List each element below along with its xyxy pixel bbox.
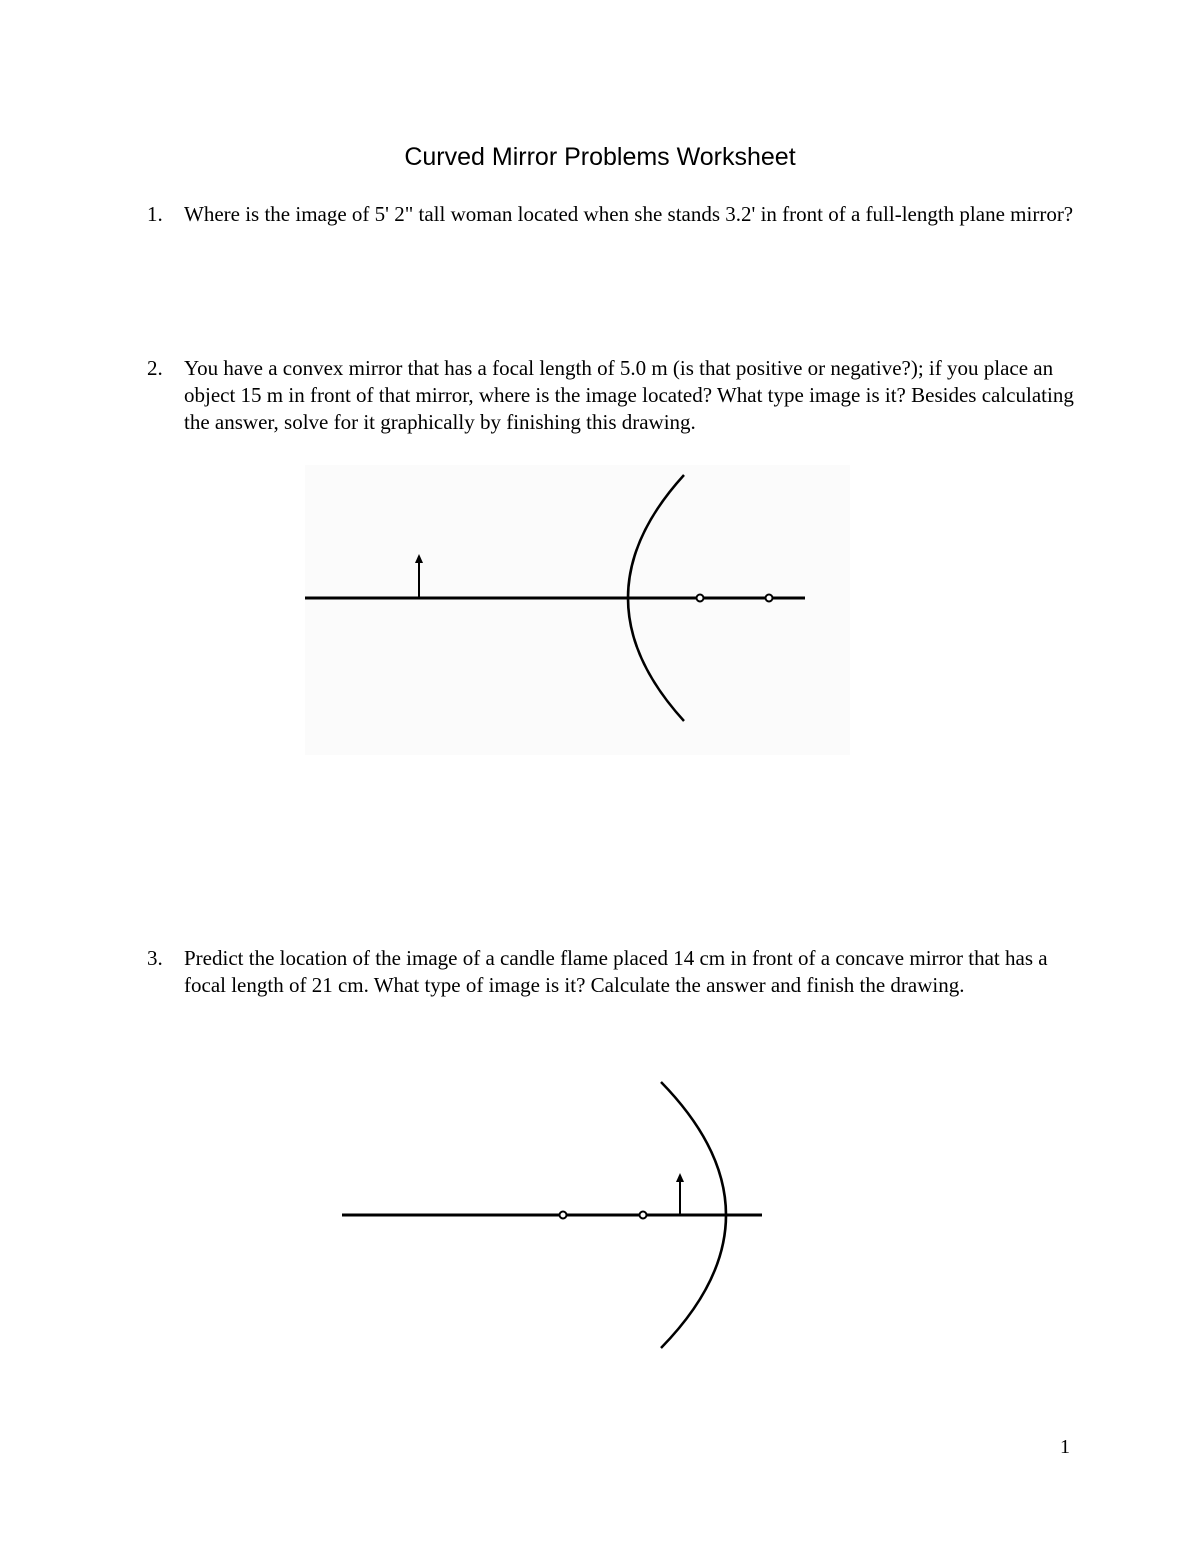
- problem-number: 1.: [147, 202, 163, 226]
- problem-number: 3.: [147, 946, 163, 970]
- object-arrow-head: [676, 1173, 684, 1182]
- problem-2: [147, 355, 1077, 436]
- center-of-curvature-marker: [766, 595, 773, 602]
- convex-mirror-diagram: [300, 455, 850, 755]
- center-of-curvature-marker: [560, 1212, 567, 1219]
- problem-text: Predict the location of the image of a candle flame placed 14 cm in front of a concave mirror that has a focal length of 21 cm. What type of image is it? Calculate the answer and finish the drawing.: [184, 946, 1048, 997]
- concave-mirror-diagram: [335, 1075, 775, 1355]
- problem-number: 2.: [147, 356, 163, 380]
- focal-point-marker: [640, 1212, 647, 1219]
- page-number: 1: [1060, 1436, 1070, 1458]
- problem-1: [147, 201, 1077, 228]
- worksheet-title: Curved Mirror Problems Worksheet: [404, 143, 796, 171]
- problem-text: Where is the image of 5' 2" tall woman located when she stands 3.2' in front of a full-length plane mirror?: [184, 202, 1074, 226]
- problem-3: [147, 945, 1077, 999]
- focal-point-marker: [697, 595, 704, 602]
- diagram-background: [305, 465, 850, 755]
- problem-text: You have a convex mirror that has a focal length of 5.0 m (is that positive or negative?); if you place an object 15 m in front of that mirror, where is the image located? What type image is it? Besides calculating the answer, solve for it graphically by finishing this drawing.: [184, 356, 1074, 434]
